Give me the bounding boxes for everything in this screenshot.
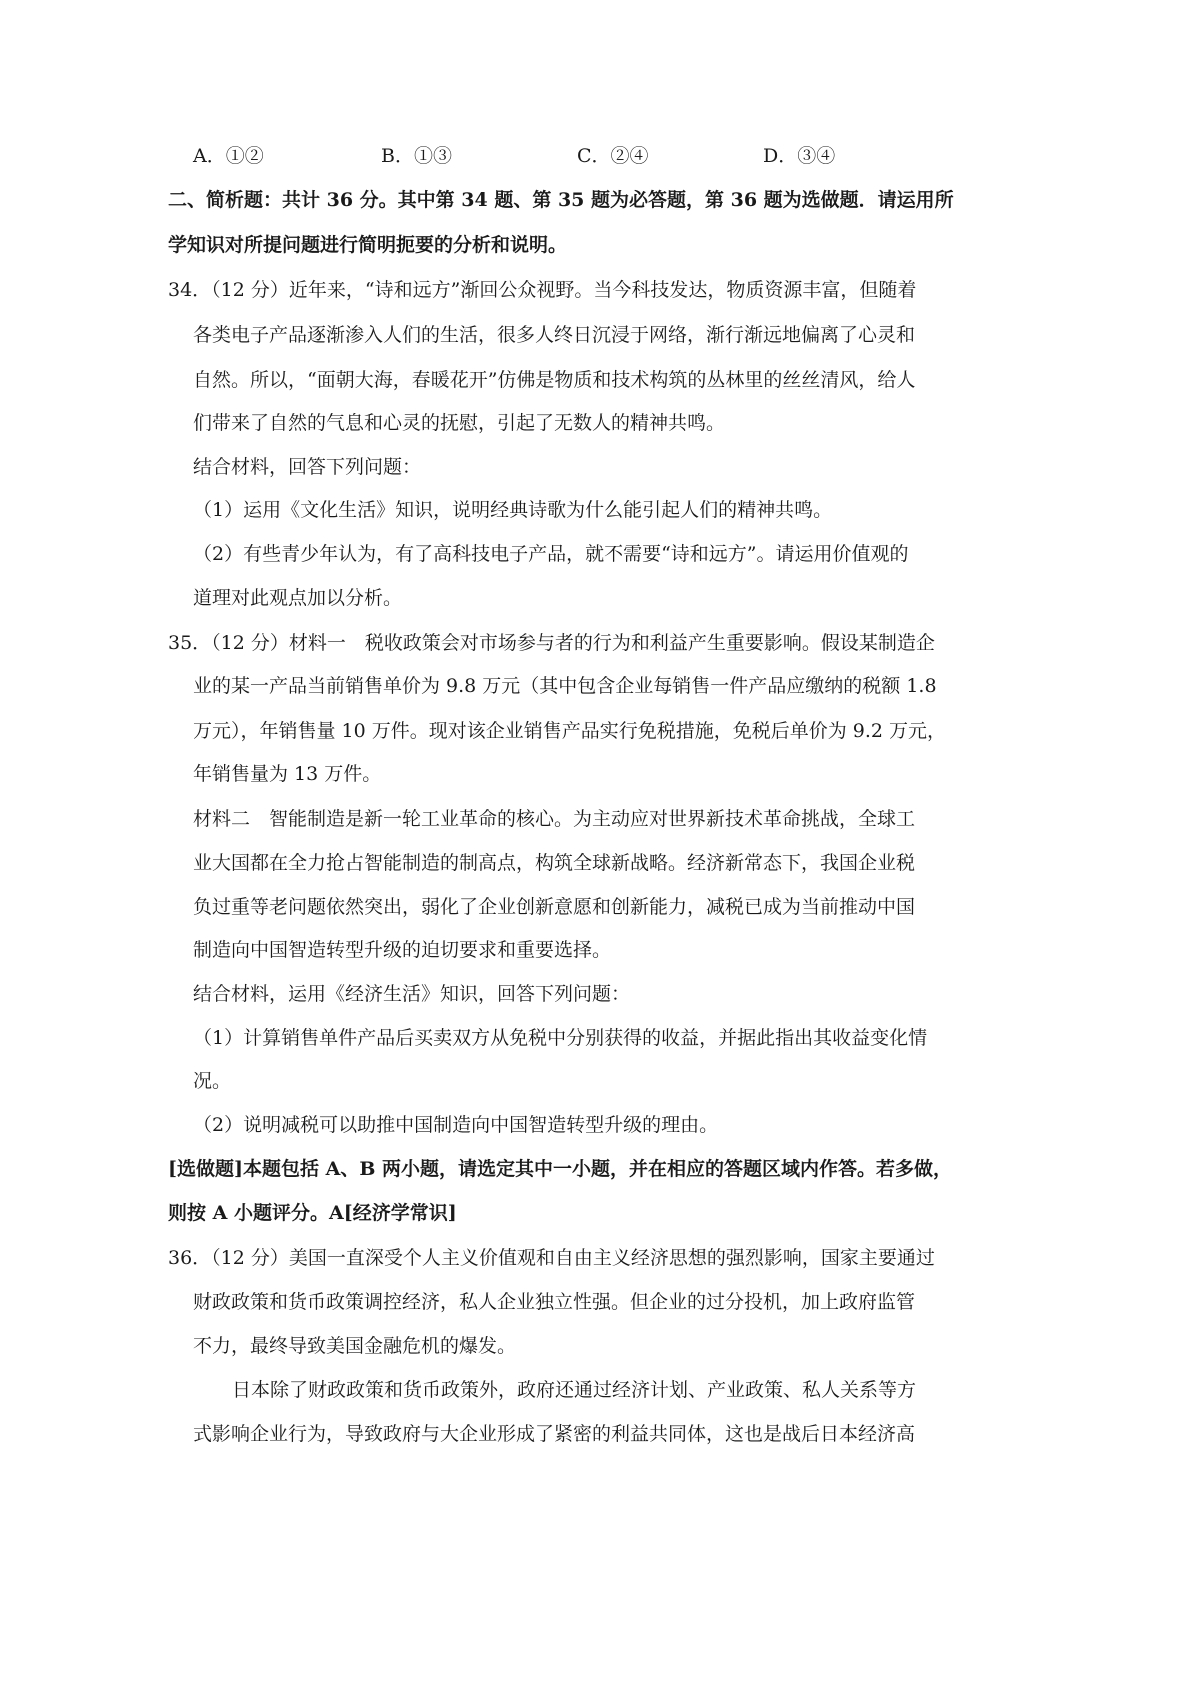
q34-subquestion-2-line1: （2）有些青少年认为，有了高科技电子产品，就不需要“诗和远方”。请运用价值观的 — [193, 543, 909, 565]
q35-subquestion-1-line2: 况。 — [193, 1070, 232, 1092]
elective-heading-line1: [选做题]本题包括 A、B 两小题，请选定其中一小题，并在相应的答题区域内作答。若多做， — [168, 1158, 953, 1180]
q36-line1: 36．（12 分）美国一直深受个人主义价值观和自由主义经济思想的强烈影响，国家主要通过 — [168, 1247, 935, 1269]
section2-heading-line1: 二、简析题：共计 36 分。其中第 34 题、第 35 题为必答题，第 36 题为选做题．请运用所 — [168, 189, 954, 211]
q34-prompt: 结合材料，回答下列问题： — [193, 456, 422, 478]
q35-subquestion-1-line1: （1）计算销售单件产品后买卖双方从免税中分别获得的收益，并据此指出其收益变化情 — [193, 1027, 928, 1049]
q36-line3: 不力，最终导致美国金融危机的爆发。 — [193, 1335, 517, 1357]
q35-line4: 年销售量为 13 万件。 — [193, 763, 382, 785]
q35-material2-line2: 业大国都在全力抢占智能制造的制高点，构筑全球新战略。经济新常态下，我国企业税 — [193, 852, 916, 874]
q35-material2-line4: 制造向中国智造转型升级的迫切要求和重要选择。 — [193, 939, 612, 961]
option-b: B．①③ — [381, 145, 452, 167]
q36-paragraph2-line2: 式影响企业行为，导致政府与大企业形成了紧密的利益共同体，这也是战后日本经济高 — [193, 1423, 916, 1445]
q35-line1: 35．（12 分）材料一 税收政策会对市场参与者的行为和利益产生重要影响。假设某制造企 — [168, 632, 935, 654]
section2-heading-line2: 学知识对所提问题进行简明扼要的分析和说明。 — [168, 234, 568, 256]
elective-heading-line2: 则按 A 小题评分。A[经济学常识] — [168, 1202, 457, 1224]
q35-line3: 万元），年销售量 10 万件。现对该企业销售产品实行免税措施，免税后单价为 9.2 万元， — [193, 720, 947, 742]
q35-line2: 业的某一产品当前销售单价为 9.8 万元（其中包含企业每销售一件产品应缴纳的税额 1.8 — [193, 675, 937, 697]
q34-line1: 34．（12 分）近年来，“诗和远方”渐回公众视野。当今科技发达，物质资源丰富，但随着 — [168, 279, 917, 301]
q34-line2: 各类电子产品逐渐渗入人们的生活，很多人终日沉浸于网络，渐行渐远地偏离了心灵和 — [193, 324, 916, 346]
q34-subquestion-1: （1）运用《文化生活》知识，说明经典诗歌为什么能引起人们的精神共鸣。 — [193, 499, 833, 521]
q34-line4: 们带来了自然的气息和心灵的抚慰，引起了无数人的精神共鸣。 — [193, 412, 726, 434]
q35-prompt: 结合材料，运用《经济生活》知识，回答下列问题： — [193, 983, 631, 1005]
q35-subquestion-2: （2）说明减税可以助推中国制造向中国智造转型升级的理由。 — [193, 1114, 719, 1136]
q34-subquestion-2-line2: 道理对此观点加以分析。 — [193, 587, 403, 609]
q34-line3: 自然。所以，“面朝大海，春暖花开”仿佛是物质和技术构筑的丛林里的丝丝清风，给人 — [193, 369, 916, 391]
option-d: D．③④ — [763, 145, 836, 167]
q35-material2-line1: 材料二 智能制造是新一轮工业革命的核心。为主动应对世界新技术革命挑战，全球工 — [193, 808, 916, 830]
q35-material2-line3: 负过重等老问题依然突出，弱化了企业创新意愿和创新能力，减税已成为当前推动中国 — [193, 896, 916, 918]
q36-line2: 财政政策和货币政策调控经济，私人企业独立性强。但企业的过分投机，加上政府监管 — [193, 1291, 916, 1313]
q36-paragraph2-line1: 日本除了财政政策和货币政策外，政府还通过经济计划、产业政策、私人关系等方 — [232, 1379, 917, 1401]
option-c: C．②④ — [577, 145, 649, 167]
option-a: A．①② — [193, 145, 264, 167]
